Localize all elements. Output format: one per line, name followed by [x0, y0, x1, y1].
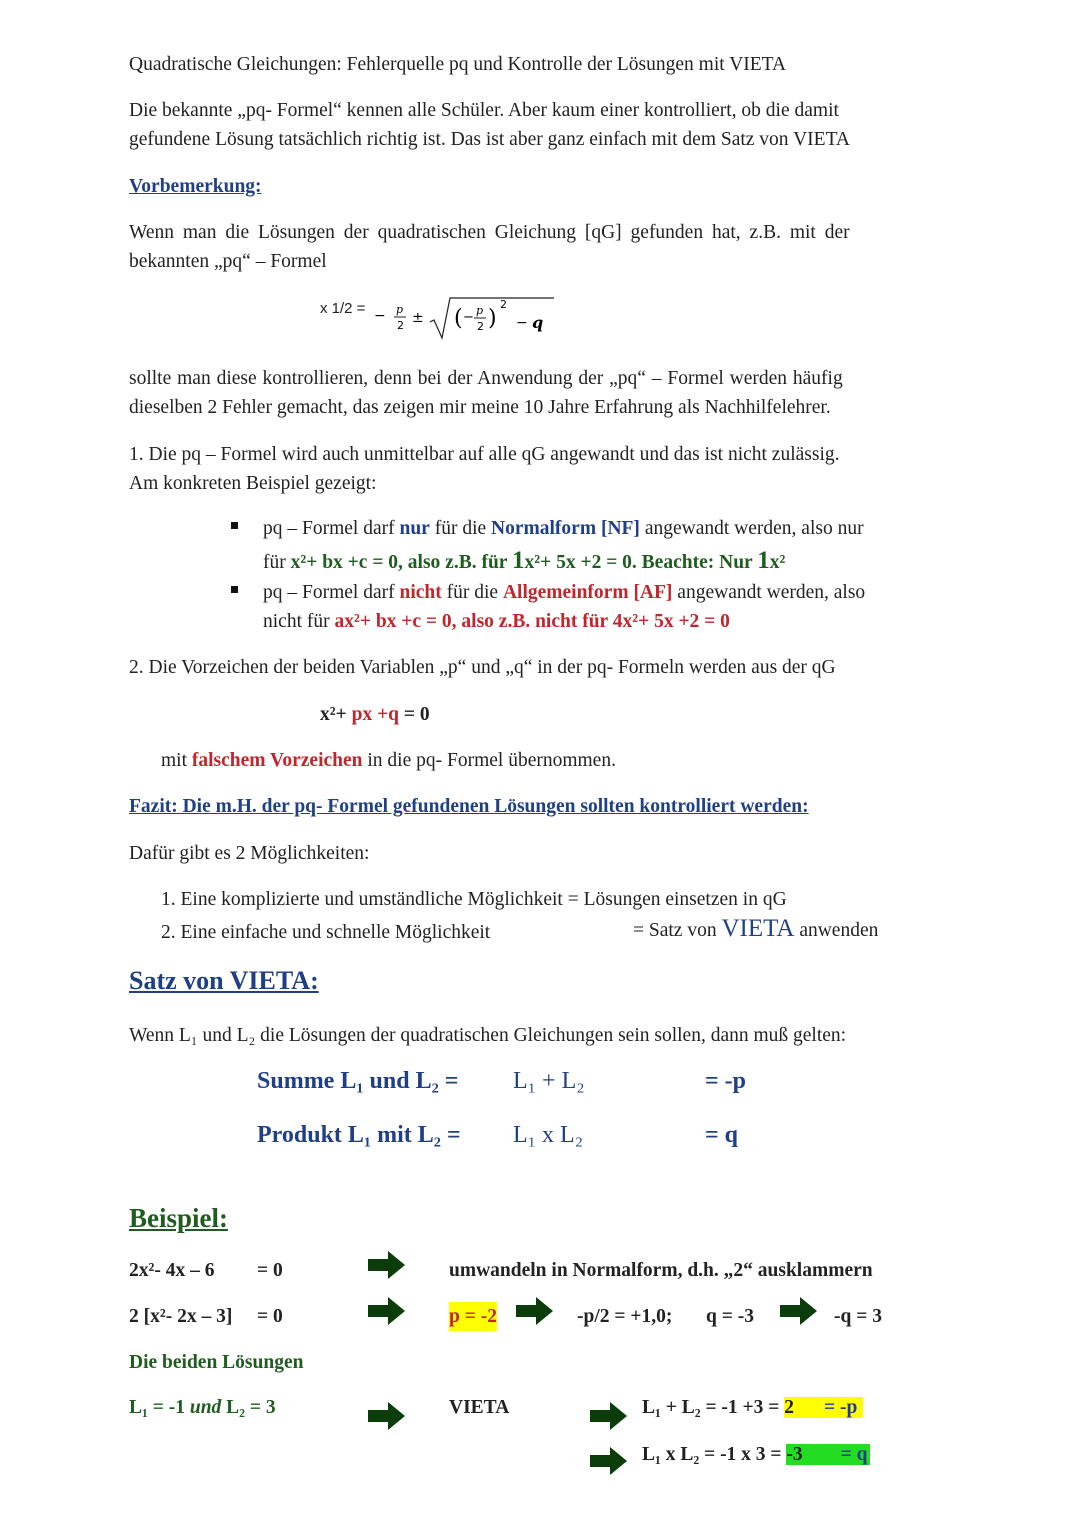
- para1-line-1: Wenn man die Lösungen der quadratischen Gleichung [qG] gefunden hat, z.B. mit der: [129, 222, 850, 243]
- example-equals-zero-2: = 0: [257, 1306, 283, 1327]
- example-minus-p-half: -p/2 = +1,0;: [577, 1306, 673, 1327]
- intro-line-1: Die bekannte „pq- Formel“ kennen alle Schüler. Aber kaum einer kontrolliert, ob die damit: [129, 100, 839, 121]
- dafuer-text: Dafür gibt es 2 Möglichkeiten:: [129, 843, 370, 864]
- produkt-label: Produkt L₁ mit L₂ =: [257, 1122, 461, 1148]
- error1-line-1: 1. Die pq – Formel wird auch unmittelbar auf alle qG angewandt und das ist nicht zulässig.: [129, 444, 840, 465]
- satz-heading: Satz von VIETA:: [129, 966, 319, 995]
- arrow-right-icon: [780, 1295, 818, 1327]
- satz-text: Wenn L₁ und L₂ die Lösungen der quadratischen Gleichungen sein sollen, dann muß gelten:: [129, 1025, 847, 1046]
- example-vieta-sum: L₁ + L₂ = -1 +3 = 2 = -p: [642, 1393, 863, 1422]
- arrow-right-icon: [368, 1295, 406, 1327]
- error1-line-2: Am konkreten Beispiel gezeigt:: [129, 473, 377, 494]
- formula-lhs: x 1/2 =: [320, 300, 366, 317]
- svg-text:−: −: [516, 315, 528, 331]
- example-q-value: q = -3: [706, 1306, 754, 1327]
- error2-line-1: 2. Die Vorzeichen der beiden Variablen „p“ und „q“ in der pq- Formeln werden aus der qG: [129, 657, 836, 678]
- intro-line-2: gefundene Lösung tatsächlich richtig ist. Das ist aber ganz einfach mit dem Satz von VIETA: [129, 129, 850, 150]
- svg-text:2: 2: [500, 298, 507, 311]
- example-p-value: p = -2: [449, 1302, 497, 1331]
- vorbemerkung-heading: Vorbemerkung:: [129, 176, 262, 197]
- example-equation-1: 2x²- 4x – 6: [129, 1260, 215, 1281]
- svg-text:): ): [488, 306, 497, 331]
- svg-text:p: p: [476, 304, 484, 317]
- beispiel-heading: Beispiel:: [129, 1203, 228, 1233]
- bullet-marker: [231, 522, 238, 529]
- svg-text:(: (: [454, 306, 463, 331]
- option-2-result: = Satz von VIETA anwenden: [633, 915, 879, 942]
- example-normalform-text: umwandeln in Normalform, d.h. „2“ ausklammern: [449, 1260, 873, 1281]
- svg-text:2: 2: [477, 320, 484, 333]
- bullet1-line-2: für x²+ bx +c = 0, also z.B. für 1x²+ 5x +2 = 0. Beachte: Nur 1x²: [263, 547, 786, 574]
- bullet2-line-1: pq – Formel darf nicht für die Allgemeinform [AF] angewandt werden, also: [263, 582, 866, 603]
- svg-text:2: 2: [397, 319, 404, 332]
- arrow-right-icon: [516, 1295, 554, 1327]
- option-2: 2. Eine einfache und schnelle Möglichkeit: [161, 922, 491, 943]
- svg-text:p: p: [396, 303, 404, 316]
- svg-text:−: −: [374, 308, 386, 324]
- example-minus-q: -q = 3: [834, 1306, 882, 1327]
- para2-line-2: dieselben 2 Fehler gemacht, das zeigen mir meine 10 Jahre Erfahrung als Nachhilfelehrer.: [129, 397, 831, 418]
- pq-formula: [372, 292, 562, 342]
- arrow-right-icon: [368, 1400, 406, 1432]
- para1-line-2: bekannten „pq“ – Formel: [129, 251, 327, 272]
- summe-label: Summe L₁ und L₂ =: [257, 1068, 459, 1094]
- bullet-marker: [231, 586, 238, 593]
- fazit: Fazit: Die m.H. der pq- Formel gefundenen Lösungen sollten kontrolliert werden:: [129, 796, 809, 817]
- example-vieta-product: L₁ x L₂ = -1 x 3 = -3 = q: [642, 1444, 868, 1465]
- example-equals-zero-1: = 0: [257, 1260, 283, 1281]
- svg-text:±: ±: [412, 310, 424, 326]
- page-title: Quadratische Gleichungen: Fehlerquelle pq und Kontrolle der Lösungen mit VIETA: [129, 54, 787, 75]
- example-solutions: L₁ = -1 und L₂ = 3: [129, 1397, 276, 1418]
- example-equation-2: 2 [x²- 2x – 3]: [129, 1306, 233, 1327]
- arrow-right-icon: [368, 1249, 406, 1281]
- example-vieta-label: VIETA: [449, 1397, 510, 1418]
- arrow-right-icon: [590, 1400, 628, 1432]
- example-solutions-label: Die beiden Lösungen: [129, 1352, 304, 1373]
- para2-line-1: sollte man diese kontrollieren, denn bei der Anwendung der „pq“ – Formel werden häufig: [129, 368, 843, 389]
- bullet2-line-2: nicht für ax²+ bx +c = 0, also z.B. nicht für 4x²+ 5x +2 = 0: [263, 611, 730, 632]
- svg-text:q: q: [532, 313, 544, 332]
- produkt-expression: L₁ x L₂: [513, 1122, 584, 1148]
- arrow-right-icon: [590, 1445, 628, 1477]
- error2-equation: x²+ px +q = 0: [320, 704, 430, 725]
- bullet1-line-1: pq – Formel darf nur für die Normalform [NF] angewandt werden, also nur: [263, 518, 864, 539]
- produkt-result: = q: [705, 1122, 739, 1148]
- option-1: 1. Eine komplizierte und umständliche Möglichkeit = Lösungen einsetzen in qG: [161, 889, 787, 910]
- summe-expression: L₁ + L₂: [513, 1068, 585, 1094]
- svg-text:−: −: [463, 310, 474, 325]
- summe-result: = -p: [705, 1068, 747, 1094]
- error2-line-3: mit falschem Vorzeichen in die pq- Formel übernommen.: [161, 750, 616, 771]
